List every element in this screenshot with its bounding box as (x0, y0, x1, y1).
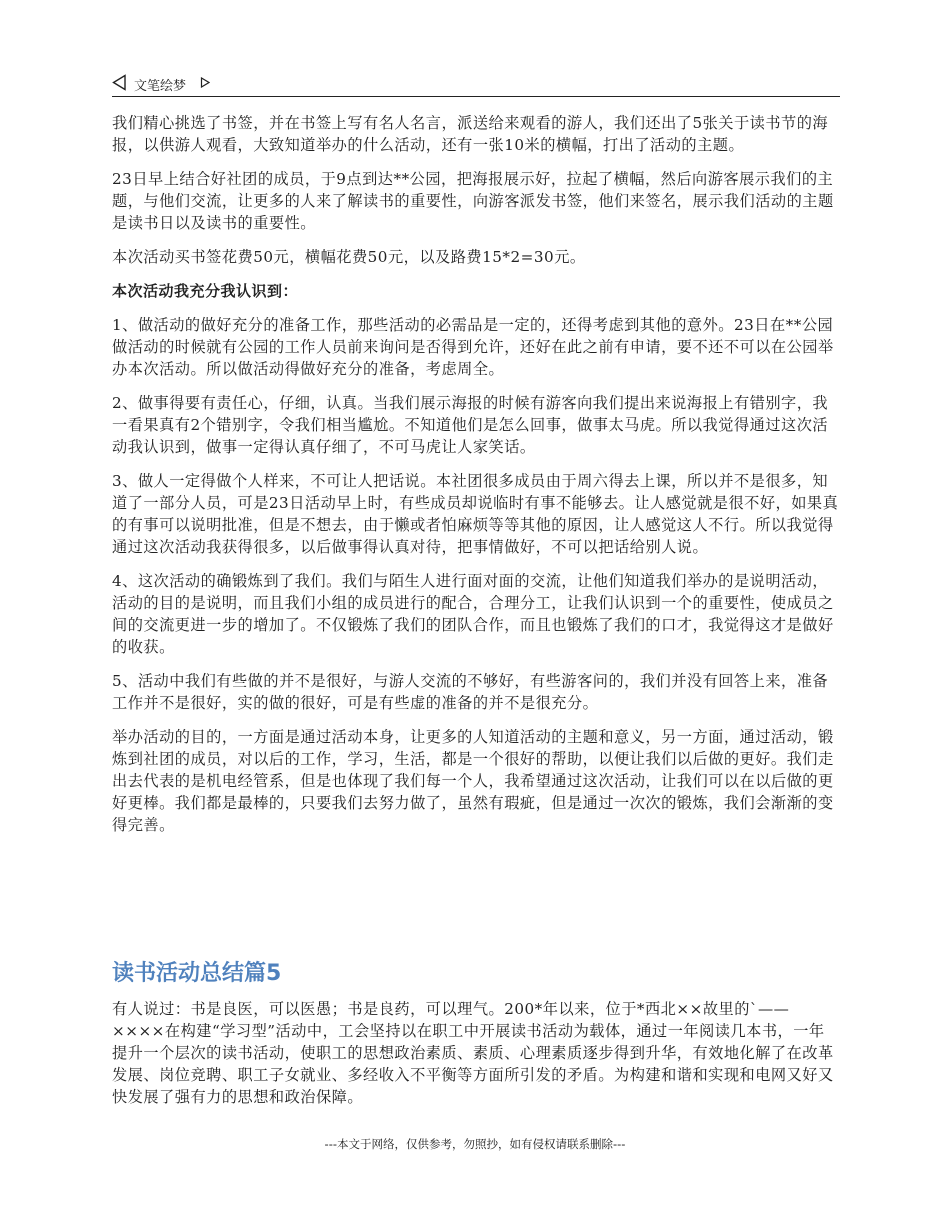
paragraph: 本次活动买书签花费50元，横幅花费50元，以及路费15*2=30元。 (112, 248, 586, 266)
paragraph: 1、做活动的做好充分的准备工作，那些活动的必需品是一定的，还得考虑到其他的意外。23日在**公园做活动的时候就有公园的工作人员前来询问是否得到允许，还好在此之前有申请，要不还不可以在公园举办本次活动。所以做活动得做好充分的准备，考虑周全。 (112, 316, 834, 378)
section-title: 读书活动总结篇5 (112, 961, 282, 986)
brand-name: 文笔绘梦 (134, 79, 187, 94)
page-header (112, 72, 840, 97)
paragraph: 2、做事得要有责任心，仔细，认真。当我们展示海报的时候有游客向我们提出来说海报上有错别字，我一看果真有2个错别字，令我们相当尴尬。不知道他们是怎么回事，做事太马虎。所以我觉得通过这次活动我认识到，做事一定得认真仔细了，不可马虎让人家笑话。 (112, 394, 829, 456)
paragraph: 我们精心挑选了书签，并在书签上写有名人名言，派送给来观看的游人，我们还出了5张关于读书节的海报，以供游人观看，大致知道举办的什么活动，还有一张10米的横幅，打出了活动的主题。 (112, 114, 829, 154)
paragraph: 5、活动中我们有些做的并不是很好，与游人交流的不够好，有些游客问的，我们并没有回答上来，准备工作并不是很好，实的做的很好，可是有些虚的准备的并不是很充分。 (112, 672, 829, 712)
triangle-left-icon (112, 74, 127, 91)
section-paragraph: 有人说过：书是良医，可以医愚；书是良药，可以理气。200*年以来，位于*西北××故里的`——××××在构建“学习型”活动中，工会坚持以在职工中开展读书活动为载体，通过一年阅读几本书，一年提升一个层次的读书活动，使职工的思想政治素质、素质、心理素质逐步得到升华，有效地化解了在改革发展、岗位竞聘、职工子女就业、多经收入不平衡等方面所引发的矛盾。为构建和谐和实现和电网又好又快发展了强有力的思想和政治保障。 (112, 1000, 834, 1106)
paragraph: 3、做人一定得做个人样来，不可让人把话说。本社团很多成员由于周六得去上课，所以并不是很多，知道了一部分人员，可是23日活动早上时，有些成员却说临时有事不能够去。让人感觉就是很不好，如果真的有事可以说明批准，但是不想去，由于懒或者怕麻烦等等其他的原因，让人感觉这人不行。所以我觉得通过这次活动我获得很多，以后做事得认真对待，把事情做好，不可以把话给别人说。 (112, 472, 839, 556)
page-footer: ---本文于网络，仅供参考，勿照抄，如有侵权请联系删除--- (324, 1137, 626, 1151)
paragraph: 23日早上结合好社团的成员，于9点到达**公园，把海报展示好，拉起了横幅，然后向游客展示我们的主题，与他们交流，让更多的人来了解读书的重要性，向游客派发书签，他们来签名，展示我们活动的主题是读书日以及读书的重要性。 (112, 170, 834, 232)
subheading: 本次活动我充分我认识到： (112, 282, 299, 300)
paragraph: 4、这次活动的确锻炼到了我们。我们与陌生人进行面对面的交流，让他们知道我们举办的是说明活动，活动的目的是说明，而且我们小组的成员进行的配合，合理分工，让我们认识到一个的重要性，使成员之间的交流更进一步的增加了。不仅锻炼了我们的团队合作，而且也锻炼了我们的口才，我觉得这才是做好的收获。 (112, 572, 834, 656)
paragraph: 举办活动的目的，一方面是通过活动本身，让更多的人知道活动的主题和意义，另一方面，通过活动，锻炼到社团的成员，对以后的工作，学习，生活，都是一个很好的帮助，以便让我们以后做的更好。我们走出去代表的是机电经管系，但是也体现了我们每一个人，我希望通过这次活动，让我们可以在以后做的更好更棒。我们都是最棒的，只要我们去努力做了，虽然有瑕疵，但是通过一次次的锻炼，我们会渐渐的变得完善。 (112, 728, 834, 834)
main-content (112, 112, 840, 848)
triangle-right-icon (200, 77, 210, 88)
